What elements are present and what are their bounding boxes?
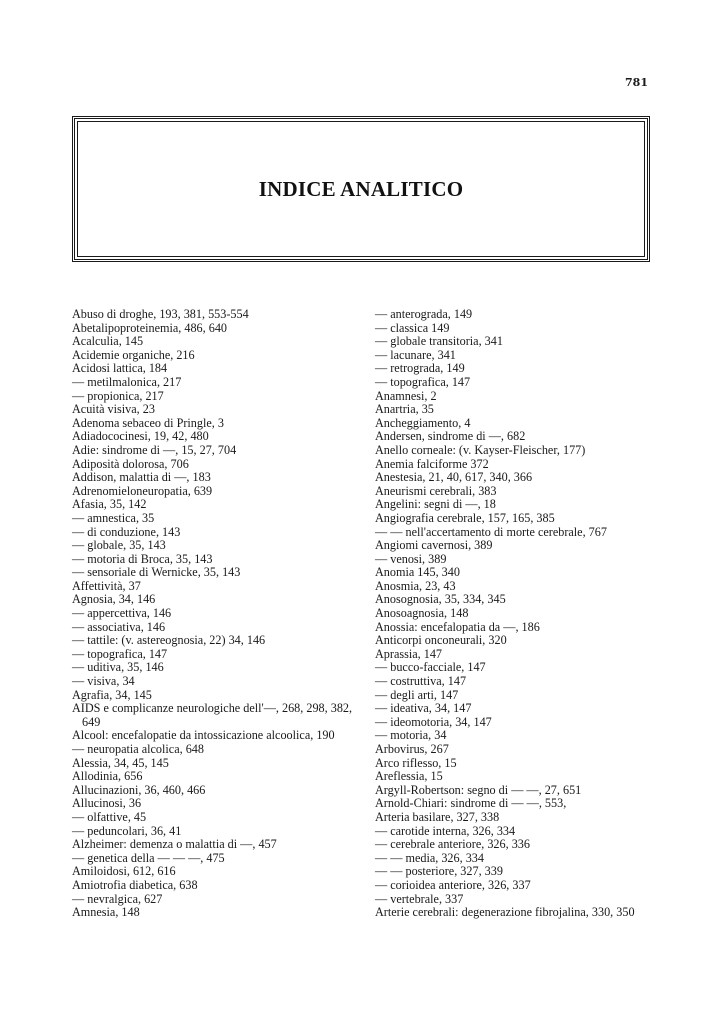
index-entry: — neuropatia alcolica, 648 [72, 742, 204, 756]
index-entry: Abuso di droghe, 193, 381, 553-554 [72, 307, 249, 321]
index-entry: — vertebrale, 337 [375, 891, 464, 906]
index-column-left [72, 308, 357, 920]
index-entry: Angelini: segni di —, 18 [375, 497, 496, 512]
index-entry: — degli arti, 147 [375, 687, 459, 702]
index-entry: Andersen, sindrome di —, 682 [375, 429, 526, 444]
index-entry: — motoria, 34 [375, 728, 447, 743]
index-entry: — ideativa, 34, 147 [375, 701, 472, 716]
index-entry: Anosoagnosia, 148 [375, 606, 469, 621]
index-entry: Anello corneale: (v. Kayser-Fleischer, 177) [375, 442, 586, 457]
index-entry: Anamnesi, 2 [375, 388, 437, 403]
index-entry: Arbovirus, 267 [375, 742, 449, 756]
index-entry: — sensoriale di Wernicke, 35, 143 [72, 565, 241, 580]
index-entry: Agrafia, 34, 145 [72, 687, 152, 702]
index-entry: Acalculia, 145 [72, 334, 144, 349]
index-entry: Amiloidosi, 612, 616 [72, 864, 176, 879]
page-title: INDICE ANALITICO [258, 176, 464, 201]
index-entry: — olfattive, 45 [72, 809, 147, 824]
index-entry: Anomia 145, 340 [375, 565, 460, 580]
index-entry: Anosognosia, 35, 334, 345 [375, 592, 506, 607]
index-entry: Abetalipoproteinemia, 486, 640 [72, 320, 228, 335]
index-entry: Addison, malattia di —, 183 [72, 470, 211, 485]
index-entry: Arnold-Chiari: sindrome di — —, 553, [375, 796, 567, 811]
index-entry: Amiotrofia diabetica, 638 [72, 877, 198, 892]
index-entry: Alzheimer: demenza o malattia di —, 457 [72, 837, 277, 852]
index-entry: Angiomi cavernosi, 389 [375, 538, 493, 553]
page-number: 781 [625, 76, 648, 89]
index-entry: Anticorpi onconeurali, 320 [375, 633, 507, 648]
index-entry: Alcool: encefalopatie da intossicazione alcoolica, 190 [72, 728, 335, 743]
index-entry: Acidosi lattica, 184 [72, 361, 168, 376]
index-entry: — globale transitoria, 341 [375, 334, 503, 349]
index-entry: Aneurismi cerebrali, 383 [375, 483, 497, 498]
title-frame [72, 116, 650, 262]
index-entry: — uditiva, 35, 146 [72, 660, 164, 675]
index-entry: — lacunare, 341 [375, 347, 456, 362]
index-entry: — retrograda, 149 [375, 361, 465, 376]
index-entry: Affettività, 37 [72, 578, 141, 593]
index-entry: — nevralgica, 627 [72, 891, 163, 906]
index-entry: Acidemie organiche, 216 [72, 347, 195, 362]
index-entry: Angiografia cerebrale, 157, 165, 385 [375, 510, 555, 525]
index-entry: — di conduzione, 143 [72, 524, 181, 539]
index-entry: Arterie cerebrali: degenerazione fibrojalina, 330, 350 [375, 905, 635, 920]
index-entry: Argyll-Robertson: segno di — —, 27, 651 [375, 782, 582, 797]
index-entry: — associativa, 146 [72, 619, 166, 634]
index-entry: — globale, 35, 143 [72, 538, 166, 553]
index-entry: — motoria di Broca, 35, 143 [72, 551, 213, 566]
index-entry: Acuità visiva, 23 [72, 402, 155, 417]
index-entry: — amnestica, 35 [72, 510, 155, 525]
index-entry: Allucinazioni, 36, 460, 466 [72, 782, 206, 797]
index-entry: — carotide interna, 326, 334 [375, 823, 516, 838]
index-entry: — appercettiva, 146 [72, 606, 172, 621]
index-entry: — genetica della — — —, 475 [72, 850, 225, 865]
index-entry: Adrenomieloneuropatia, 639 [72, 483, 213, 498]
index-entry: — ideomotoria, 34, 147 [375, 714, 492, 729]
index-entry: Amnesia, 148 [72, 905, 140, 920]
index-entry: — propionica, 217 [72, 388, 164, 403]
index-entry: — — posteriore, 327, 339 [375, 864, 503, 879]
index-entry: — costruttiva, 147 [375, 674, 467, 689]
index-entry: Agnosia, 34, 146 [72, 592, 156, 607]
index-entry: Anestesia, 21, 40, 617, 340, 366 [375, 470, 533, 485]
index-entry: Adiadococinesi, 19, 42, 480 [72, 429, 209, 444]
index-entry: — peduncolari, 36, 41 [72, 823, 182, 838]
index-entry: — topografica, 147 [375, 374, 471, 389]
index-entry: Arteria basilare, 327, 338 [375, 809, 500, 824]
index-entry: — classica 149 [375, 320, 450, 335]
index-entry: Allucinosi, 36 [72, 796, 142, 811]
index-entry: — anterograda, 149 [375, 307, 473, 321]
index-entry: — — nell'accertamento di morte cerebrale, 767 [375, 524, 607, 539]
index-entry: — metilmalonica, 217 [72, 374, 182, 389]
index-entry: Anosmia, 23, 43 [375, 578, 456, 593]
index-entry: Alessia, 34, 45, 145 [72, 755, 169, 770]
index-entry: Ancheggiamento, 4 [375, 415, 471, 430]
index-entry: — corioidea anteriore, 326, 337 [375, 877, 531, 892]
index-entry: — bucco-facciale, 147 [375, 660, 486, 675]
index-entry: — cerebrale anteriore, 326, 336 [375, 837, 530, 852]
index-entry: Anartria, 35 [375, 402, 434, 417]
index-entry: Anossia: encefalopatia da —, 186 [375, 619, 540, 634]
index-entry: Areflessia, 15 [375, 769, 443, 784]
index-entry: Anemia falciforme 372 [375, 456, 489, 471]
index-entry: Adenoma sebaceo di Pringle, 3 [72, 415, 224, 430]
index-entry: AIDS e complicanze neurologiche dell'—, 268, 298, 382, 649 [72, 701, 353, 729]
index-entry: Allodinia, 656 [72, 769, 143, 784]
index-entry: — — media, 326, 334 [375, 850, 484, 865]
index-entry: — topografica, 147 [72, 646, 168, 661]
index-entry: Aprassia, 147 [375, 646, 443, 661]
index-entry: Arco riflesso, 15 [375, 755, 457, 770]
index-entry: — tattile: (v. astereognosia, 22) 34, 146 [72, 633, 266, 648]
index-column-right [375, 308, 655, 920]
index-entry: Afasia, 35, 142 [72, 497, 147, 512]
index-entry: Adiposità dolorosa, 706 [72, 456, 189, 471]
index-entry: — visiva, 34 [72, 674, 135, 689]
index-entry: — venosi, 389 [375, 551, 447, 566]
index-entry: Adie: sindrome di —, 15, 27, 704 [72, 442, 237, 457]
